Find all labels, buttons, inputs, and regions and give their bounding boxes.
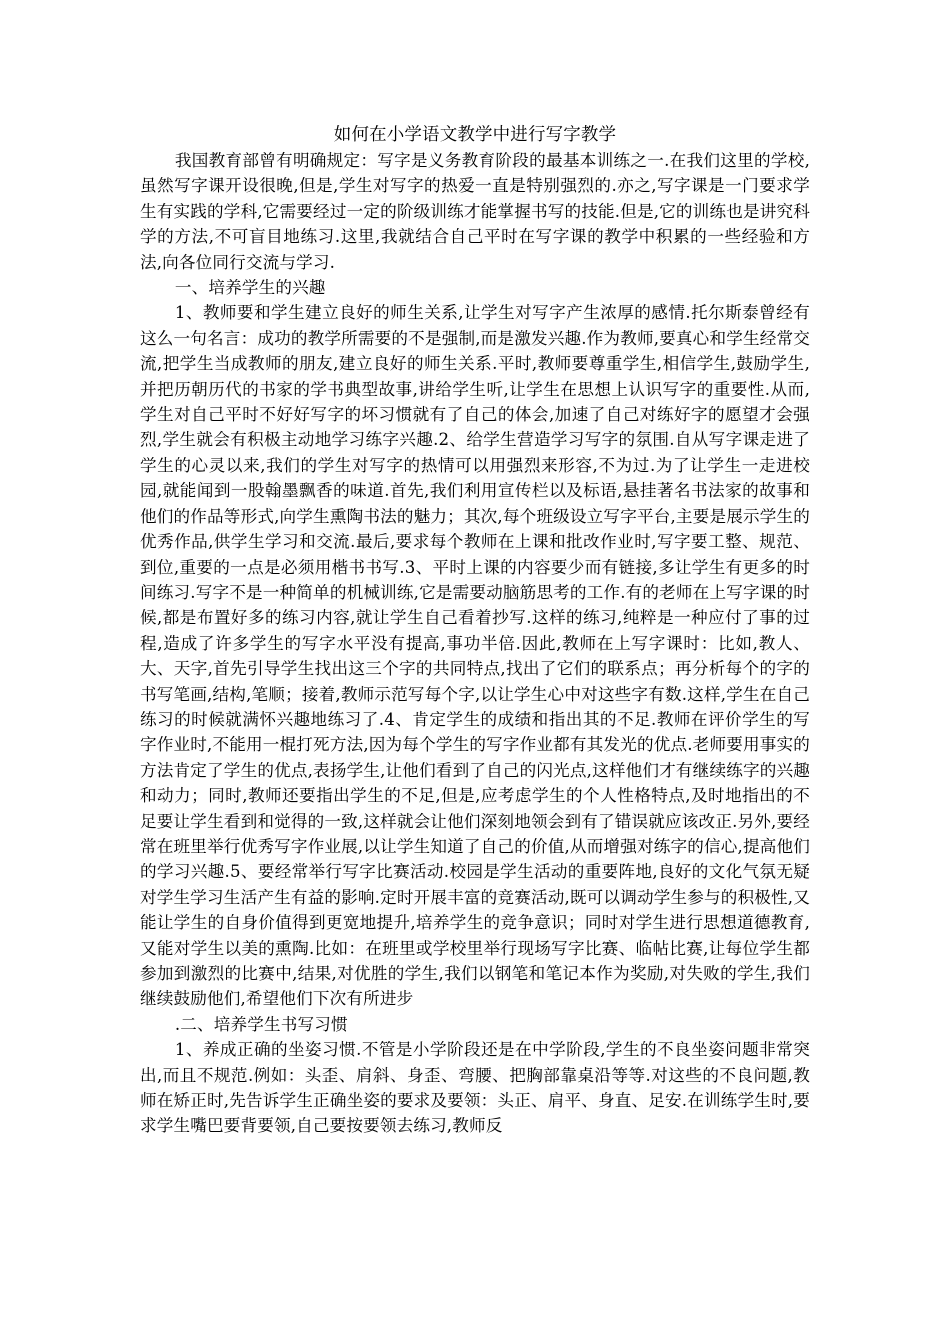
document-page bbox=[140, 122, 810, 1139]
section-1-heading: 一、培养学生的兴趣 bbox=[174, 278, 326, 298]
section-1-body: 1、教师要和学生建立良好的师生关系,让学生对写字产生浓厚的感情.托尔斯泰曾经有这么一句名言：成功的教学所需要的不是强制,而是激发兴趣.作为教师,要真心和学生经常交流,把学生当成教师的朋友,建立良好的师生关系.平时,教师要尊重学生,相信学生,鼓励学生,并把历朝历代的书家的学书典型故事,讲给学生听,让学生在思想上认识写字的重要性.从而,学生对自己平时不好好写字的坏习惯就有了自己的体会,加速了自己对练好字的愿望才会强烈,学生就会有积极主动地学习练字兴趣.2、给学生营造学习写字的氛围.自从写字课走进了学生的心灵以来,我们的学生对写字的热情可以用强烈来形容,不为过.为了让学生一走进校园,就能闻到一股翰墨飘香的味道.首先,我们利用宣传栏以及标语,悬挂著名书法家的故事和他们的作品等形式,向学生熏陶书法的魅力；其次,每个班级设立写字平台,主要是展示学生的优秀作品,供学生学习和交流.最后,要求每个教师在上课和批改作业时,写字要工整、规范、到位,重要的一点是必须用楷书书写.3、平时上课的内容要少而有链接,多让学生有更多的时间练习.写字不是一种简单的机械训练,它是需要动脑筋思考的工作.有的老师在上写字课的时候,都是布置好多的练习内容,就让学生自己看着抄写.这样的练习,纯粹是一种应付了事的过程,造成了许多学生的写字水平没有提高,事功半倍.因此,教师在上写字课时：比如,教人、大、天字,首先引导学生找出这三个字的共同特点,找出了它们的联系点；再分析每个的字的书写笔画,结构,笔顺；接着,教师示范写每个字,以让学生心中对这些字有数.这样,学生在自己练习的时候就满怀兴趣地练习了.4、肯定学生的成绩和指出其的不足.教师在评价学生的写字作业时,不能用一棍打死方法,因为每个学生的写字作业都有其发光的优点.老师要用事实的方法肯定了学生的优点,表扬学生,让他们看到了自己的闪光点,这样他们才有继续练字的兴趣和动力；同时,教师还要指出学生的不足,但是,应考虑学生的个人性格特点,及时地指出的不足要让学生看到和觉得的一致,这样就会让他们深刻地领会到有了错误就应该改正.另外,要经常在班里举行优秀写字作业展,以让学生知道了自己的价值,从而增强对练字的信心,提高他们的学习兴趣.5、要经常举行写字比赛活动.校园是学生活动的重要阵地,良好的文化气氛无疑对学生学习生活产生有益的影响.定时开展丰富的竞赛活动,既可以调动学生参与的积极性,又能让学生的自身价值得到更宽地提升,培养学生的竞争意识；同时对学生进行思想道德教育,又能对学生以美的熏陶.比如：在班里或学校里举行现场写字比赛、临帖比赛,让每位学生都参加到激烈的比赛中,结果,对优胜的学生,我们以钢笔和笔记本作为奖励,对失败的学生,我们继续鼓励他们,希望他们下次有所进步 bbox=[140, 303, 810, 1009]
section-2-body: 1、养成正确的坐姿习惯.不管是小学阶段还是在中学阶段,学生的不良坐姿问题非常突出,而且不规范.例如：头歪、肩斜、身歪、弯腰、把胸部靠桌沿等等.对这些的不良问题,教师在矫正时,先告诉学生正确坐姿的要求及要领：头正、肩平、身直、足安.在训练学生时,要求学生嘴巴要背要领,自己要按要领去练习,教师反 bbox=[140, 1040, 810, 1136]
section-2-heading: .二、培养学生书写习惯 bbox=[174, 1014, 348, 1034]
intro-paragraph: 我国教育部曾有明确规定：写字是义务教育阶段的最基本训练之一.在我们这里的学校,虽然写字课开设很晚,但是,学生对写字的热爱一直是特别强烈的.亦之,写字课是一门要求学生有实践的学科,它需要经过一定的阶级训练才能掌握书写的技能.但是,它的训练也是讲究科学的方法,不可盲目地练习.这里,我就结合自己平时在写字课的教学中积累的一些经验和方法,向各位同行交流与学习. bbox=[140, 151, 810, 272]
document-title: 如何在小学语文教学中进行写字教学 bbox=[333, 125, 617, 145]
